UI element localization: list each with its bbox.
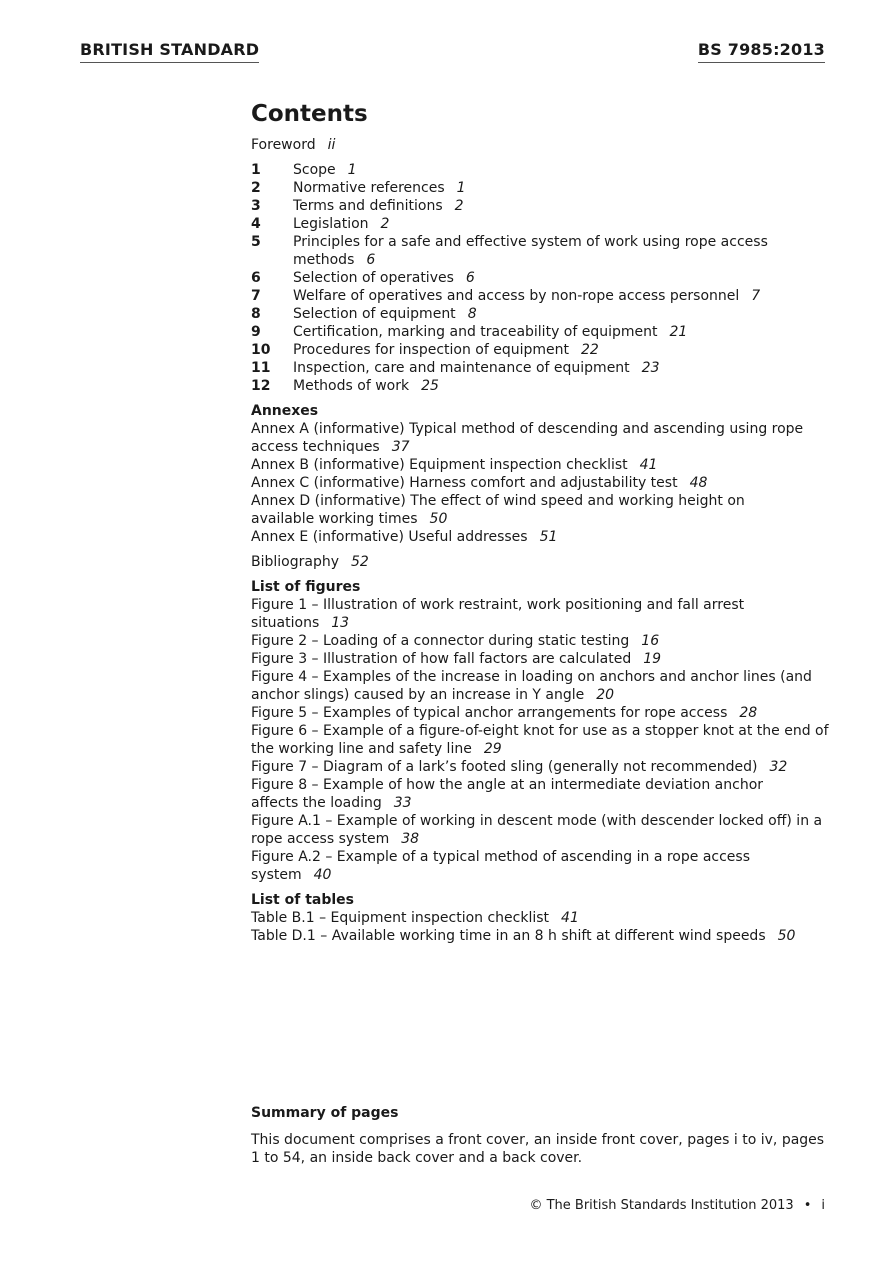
toc-foreword-page: ii	[327, 137, 336, 153]
figure-title: Figure 2 – Loading of a connector during static testing	[251, 633, 630, 649]
annex-title: Annex A (informative) Typical method of descending and ascending using rope access techniques	[251, 421, 804, 455]
figure-page: 38	[401, 831, 420, 847]
clause-number: 1	[251, 162, 261, 178]
figure-title: Figure 1 – Illustration of work restraint, work positioning and fall arrest situations	[251, 597, 745, 631]
annex-page: 41	[639, 457, 658, 473]
annex-page: 37	[391, 439, 410, 455]
clause-page: 2	[454, 198, 464, 214]
summary-heading: Summary of pages	[251, 1105, 399, 1121]
figure-title: Figure A.2 – Example of a typical method of ascending in a rope access system	[251, 849, 750, 883]
figure-page: 28	[739, 705, 758, 721]
toc-figures	[251, 578, 831, 884]
toc-clause[interactable]	[251, 287, 831, 305]
figure-page: 20	[596, 687, 615, 703]
toc-annex-item[interactable]	[251, 456, 831, 474]
clause-number: 9	[251, 324, 261, 340]
clause-title: Normative references	[293, 180, 445, 196]
toc-tables	[251, 891, 831, 945]
clause-page: 6	[465, 270, 475, 286]
clause-title: Scope	[293, 162, 336, 178]
figure-page: 32	[769, 759, 788, 775]
toc-annexes	[251, 402, 831, 546]
clause-number: 2	[251, 180, 261, 196]
toc-clause[interactable]	[251, 233, 831, 269]
annex-title: Annex E (informative) Useful addresses	[251, 529, 528, 545]
annex-title: Annex B (informative) Equipment inspection checklist	[251, 457, 628, 473]
figure-title: Figure 5 – Examples of typical anchor arrangements for rope access	[251, 705, 728, 721]
clause-page: 7	[751, 288, 761, 304]
clause-number: 10	[251, 342, 271, 358]
clause-title: Selection of operatives	[293, 270, 454, 286]
header-left-title: BRITISH STANDARD	[80, 40, 259, 63]
toc-annex-item[interactable]	[251, 528, 831, 546]
toc-figure-item[interactable]	[251, 704, 831, 722]
clause-title: Inspection, care and maintenance of equipment	[293, 360, 630, 376]
toc-table-item[interactable]	[251, 927, 831, 945]
toc-clause[interactable]	[251, 179, 831, 197]
clause-title: Selection of equipment	[293, 306, 456, 322]
figure-page: 29	[483, 741, 502, 757]
clause-title: Terms and definitions	[293, 198, 443, 214]
figures-heading: List of figures	[251, 579, 361, 595]
clause-page: 22	[581, 342, 599, 358]
toc-clause[interactable]	[251, 161, 831, 179]
toc-clauses	[251, 161, 831, 395]
clause-title: Legislation	[293, 216, 369, 232]
clause-number: 3	[251, 198, 261, 214]
clause-page: 8	[467, 306, 477, 322]
annex-title: Annex D (informative) The effect of wind speed and working height on available working times	[251, 493, 745, 527]
toc-figure-item[interactable]	[251, 758, 831, 776]
toc-clause[interactable]	[251, 197, 831, 215]
figure-page: 40	[313, 867, 332, 883]
toc-foreword-label: Foreword	[251, 137, 316, 153]
bibliography-page: 52	[351, 554, 369, 570]
figure-title: Figure 8 – Example of how the angle at an intermediate deviation anchor affects the loading	[251, 777, 764, 811]
annexes-heading: Annexes	[251, 403, 319, 419]
toc-figure-item[interactable]	[251, 650, 831, 668]
clause-title: Methods of work	[293, 378, 410, 394]
clause-number: 6	[251, 270, 261, 286]
footer-page-number: i	[821, 1198, 825, 1213]
footer-copyright: © The British Standards Institution 2013	[529, 1198, 794, 1213]
toc-clause[interactable]	[251, 377, 831, 395]
toc-figure-item[interactable]	[251, 812, 831, 848]
clause-page: 1	[347, 162, 357, 178]
annex-page: 51	[539, 529, 558, 545]
figure-title: Figure A.1 – Example of working in descent mode (with descender locked off) in a rope access system	[251, 813, 823, 847]
toc-figure-item[interactable]	[251, 722, 831, 758]
table-title: Table D.1 – Available working time in an 8 h shift at different wind speeds	[251, 928, 766, 944]
bibliography-label: Bibliography	[251, 554, 339, 570]
clause-page: 2	[380, 216, 390, 232]
page-footer	[529, 1198, 825, 1213]
annex-page: 50	[429, 511, 448, 527]
toc-annex-item[interactable]	[251, 474, 831, 492]
toc-figure-item[interactable]	[251, 596, 831, 632]
page-title: Contents	[251, 101, 368, 127]
figure-title: Figure 6 – Example of a figure-of-eight knot for use as a stopper knot at the end of the working line and safety line	[251, 723, 829, 757]
clause-number: 5	[251, 234, 261, 250]
annex-title: Annex C (informative) Harness comfort and adjustability test	[251, 475, 678, 491]
annex-page: 48	[689, 475, 708, 491]
toc-clause[interactable]	[251, 269, 831, 287]
clause-page: 21	[669, 324, 688, 340]
summary-text: This document comprises a front cover, an inside front cover, pages i to iv, pages 1 to 54, an inside back cover and a back cover.	[251, 1132, 825, 1166]
clause-page: 23	[641, 360, 660, 376]
clause-page: 6	[366, 252, 376, 268]
figure-title: Figure 3 – Illustration of how fall factors are calculated	[251, 651, 632, 667]
clause-page: 1	[456, 180, 466, 196]
footer-bullet: •	[803, 1198, 812, 1213]
figure-page: 19	[643, 651, 662, 667]
clause-number: 4	[251, 216, 261, 232]
toc-clause[interactable]	[251, 215, 831, 233]
toc-figure-item[interactable]	[251, 848, 831, 884]
toc-annex-item[interactable]	[251, 420, 831, 456]
clause-number: 8	[251, 306, 261, 322]
clause-title: Certification, marking and traceability of equipment	[293, 324, 658, 340]
summary-of-pages	[251, 1104, 831, 1167]
toc-bibliography[interactable]	[251, 553, 831, 571]
clause-number: 12	[251, 378, 271, 394]
tables-heading: List of tables	[251, 892, 354, 908]
figure-title: Figure 7 – Diagram of a lark’s footed sling (generally not recommended)	[251, 759, 758, 775]
contents-body	[251, 100, 831, 945]
toc-clause[interactable]	[251, 323, 831, 341]
clause-title: Principles for a safe and effective system of work using rope access methods	[293, 234, 768, 268]
table-title: Table B.1 – Equipment inspection checklist	[251, 910, 550, 926]
header-standard-number: BS 7985:2013	[698, 40, 825, 63]
figure-page: 13	[331, 615, 350, 631]
clause-number: 7	[251, 288, 261, 304]
toc-clause[interactable]	[251, 359, 831, 377]
clause-title: Procedures for inspection of equipment	[293, 342, 570, 358]
clause-title: Welfare of operatives and access by non-rope access personnel	[293, 288, 740, 304]
toc-table-item[interactable]	[251, 909, 831, 927]
toc-clause[interactable]	[251, 341, 831, 359]
toc-figure-item[interactable]	[251, 776, 831, 812]
figure-page: 16	[641, 633, 660, 649]
table-page: 50	[777, 928, 796, 944]
toc-foreword[interactable]	[251, 136, 831, 154]
toc-clause[interactable]	[251, 305, 831, 323]
toc-annex-item[interactable]	[251, 492, 831, 528]
figure-title: Figure 4 – Examples of the increase in loading on anchors and anchor lines (and anchor slings) caused by an increase in Y angle	[251, 669, 812, 703]
figure-page: 33	[393, 795, 412, 811]
toc-figure-item[interactable]	[251, 668, 831, 704]
clause-page: 25	[421, 378, 439, 394]
table-page: 41	[561, 910, 579, 926]
clause-number: 11	[251, 360, 271, 376]
toc-figure-item[interactable]	[251, 632, 831, 650]
